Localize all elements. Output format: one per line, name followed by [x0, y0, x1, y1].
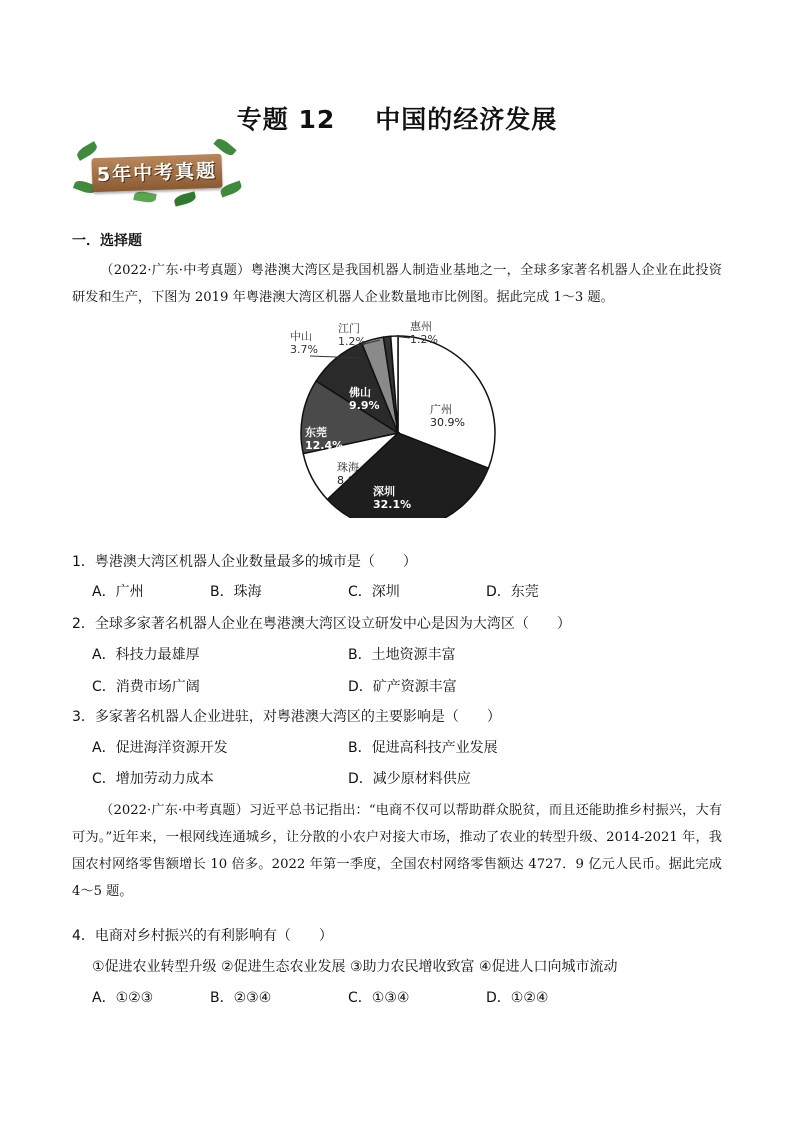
q4-option-d[interactable]: D．①②④ — [486, 990, 549, 1006]
badge-sign — [91, 154, 222, 193]
pie-label-3: 珠海 — [337, 461, 359, 474]
page-title — [0, 100, 794, 136]
q3-option-d[interactable]: D．减少原材料供应 — [348, 771, 471, 787]
passage-1 — [72, 257, 722, 311]
passage-2 — [72, 797, 722, 905]
q4-option-a[interactable]: A．①②③ — [92, 990, 154, 1006]
title-part2: 中国的经济发展 — [375, 105, 558, 134]
badge-banner — [74, 140, 242, 210]
q3-option-c[interactable]: C．增加劳动力成本 — [92, 771, 214, 787]
pie-label-6: 中山 — [290, 330, 312, 343]
pie-label-8: 惠州 — [410, 320, 432, 333]
q1-option-c[interactable]: C．深圳 — [348, 584, 400, 600]
pie-value-8: 1.2% — [410, 333, 438, 346]
pie-label-5: 佛山 — [349, 386, 371, 399]
pie-value-1: 30.9% — [430, 416, 465, 429]
question-2: 2．全球多家著名机器人企业在粤港澳大湾区设立研发中心是因为大湾区（ ） — [72, 616, 571, 632]
q3-option-a[interactable]: A．促进海洋资源开发 — [92, 740, 228, 756]
pie-value-4: 12.4% — [305, 439, 344, 452]
question-4: 4．电商对乡村振兴的有利影响有（ ） — [72, 928, 333, 944]
leaf-icon — [133, 190, 156, 204]
pie-label-1: 广州 — [430, 403, 452, 416]
badge-label: 5年中考真题 — [96, 159, 218, 187]
q2-option-b[interactable]: B．土地资源丰富 — [348, 647, 456, 663]
pie-label-2: 深圳 — [373, 485, 395, 498]
passage-1-text: （2022·广东·中考真题）粤港澳大湾区是我国机器人制造业基地之一，全球多家著名机器人企业在此投资研发和生产，下图为 2019 年粤港澳大湾区机器人企业数量地市比例图。据此完成 1～3 题。 — [72, 263, 722, 305]
q2-option-d[interactable]: D．矿产资源丰富 — [348, 679, 457, 695]
title-part1: 专题 12 — [236, 105, 336, 134]
leaf-icon — [219, 181, 243, 198]
question-1: 1．粤港澳大湾区机器人企业数量最多的城市是（ ） — [72, 554, 417, 570]
q2-option-c[interactable]: C．消费市场广阔 — [92, 679, 200, 695]
pie-value-6: 3.7% — [290, 343, 318, 356]
question-3: 3．多家著名机器人企业进驻，对粤港澳大湾区的主要影响是（ ） — [72, 709, 501, 725]
pie-value-3: 8.6% — [337, 474, 365, 487]
pie-value-7: 1.2% — [338, 335, 366, 348]
q3-option-b[interactable]: B．促进高科技产业发展 — [348, 740, 498, 756]
q1-option-d[interactable]: D．东莞 — [486, 584, 539, 600]
q1-option-a[interactable]: A．广州 — [92, 584, 144, 600]
q2-option-a[interactable]: A．科技力最雄厚 — [92, 647, 200, 663]
pie-chart — [270, 318, 510, 518]
q4-option-b[interactable]: B．②③④ — [210, 990, 272, 1006]
q4-option-c[interactable]: C．①③④ — [348, 990, 410, 1006]
pie-label-4: 东莞 — [305, 426, 327, 439]
pie-value-2: 32.1% — [373, 498, 412, 511]
q1-option-b[interactable]: B．珠海 — [210, 584, 262, 600]
q4-statements: ①促进农业转型升级 ②促进生态农业发展 ③助力农民增收致富 ④促进人口向城市流动 — [92, 959, 618, 975]
pie-label-7: 江门 — [338, 322, 360, 335]
section-heading: 一．选择题 — [72, 233, 142, 249]
passage-2-text: （2022·广东·中考真题）习近平总书记指出：“电商不仅可以帮助群众脱贫，而且还能助推乡村振兴，大有可为。”近年来，一根网线连通城乡，让分散的小农户对接大市场，推动了农业的转型升级、2014-2021 年，我国农村网络零售额增长 10 倍多。2022 年第一季度，全国农村网络零售额达 4727．9 亿元人民币。据此完成 4～5 题。 — [72, 803, 722, 899]
pie-value-5: 9.9% — [349, 399, 380, 412]
leaf-icon — [173, 191, 197, 206]
